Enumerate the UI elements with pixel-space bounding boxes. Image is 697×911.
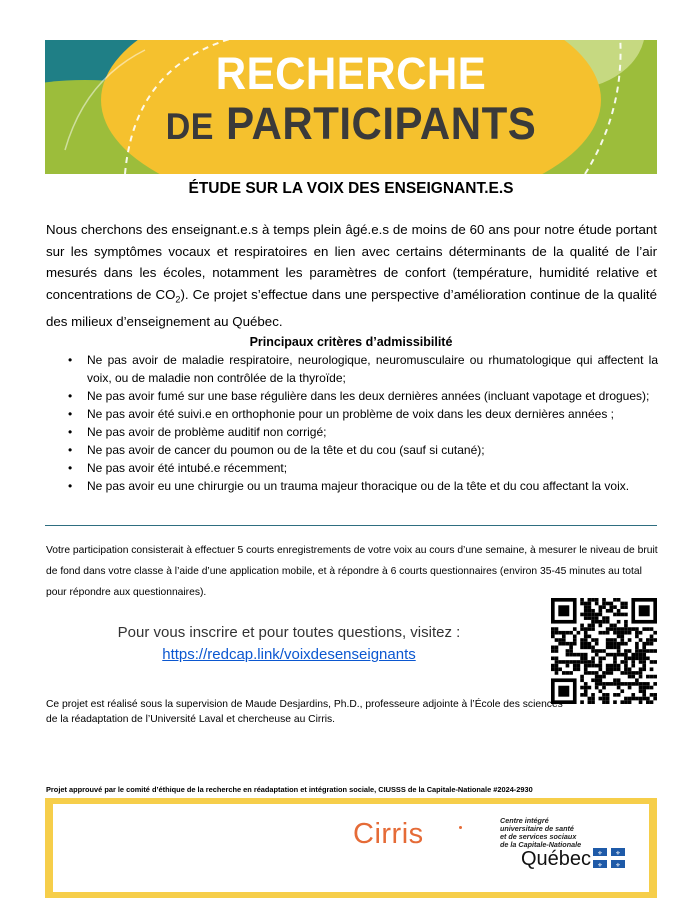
signup-block [46,622,532,666]
supervision-paragraph: Ce projet est réalisé sous la supervision de Maude Desjardins, Ph.D., professeure adjointe à l’École des sciences de la réadaptation de l’Université Laval et chercheuse au Cirris. [46,699,563,725]
svg-text:⚜: ⚜ [615,862,621,868]
ciusss-line: de la Capitale-Nationale [500,840,582,849]
svg-text:⚜: ⚜ [615,850,621,857]
section-divider [45,525,657,526]
participation-paragraph: Votre participation consisterait à effectuer 5 courts enregistrements de votre voix au cours d’une semaine, à mesurer le niveau de bruit de fond dans votre classe à l’aide d’une application mobile, et à répondre à 6 courts questionnaires (environ 35-45 minutes au total pour répondre aux questionnaires). [46,545,658,598]
signup-text: Pour vous inscrire et pour toutes questions, visitez : [117,624,461,641]
ciusss-line: Centre intégré [500,816,549,825]
qr-code-icon[interactable] [551,598,657,704]
criteria-item: • Ne pas avoir de maladie respiratoire, neurologique, neuromusculaire ou rhumatologique qui affectent la voix, ou de maladie non contrôlée de la thyroïde; [68,351,658,387]
banner-title-line1: RECHERCHE [215,48,487,99]
quebec-flag-icon [593,848,625,868]
ethics-approval-note: Projet approuvé par le comité d’éthique de la recherche en réadaptation et intégration sociale, CIUSSS de la Capitale-Nationale #2024-2930 [46,785,533,794]
logo-panel [53,804,649,892]
signup-link[interactable]: https://redcap.link/voixdesenseignants [162,646,416,663]
intro-text-end: ). Ce projet s’effectue dans une perspective d’amélioration continue de la qualité des milieux d’enseignement au Québec. [46,286,657,330]
svg-text:⚜: ⚜ [597,862,603,868]
ciusss-line: et de services sociaux [500,832,577,841]
intro-text-start: Nous cherchons des enseignant.e.s à temps plein âgé.e.s de moins de 60 ans pour notre étude portant sur les symptômes vocaux et respiratoires en lien avec certains déterminants de la qualité de l’air mesurés dans les écoles, notamment les paramètres de confort (température, humidité relative et concentrations de CO [46,222,657,302]
cirris-logo: Cirris [353,818,424,850]
criteria-item: • Ne pas avoir été suivi.e en orthophonie pour un problème de voix dans les deux dernières années ; [68,405,658,423]
banner-title-line2 [45,98,657,150]
ciusss-logo-text [500,817,581,849]
criteria-item: • Ne pas avoir eu une chirurgie ou un trauma majeur thoracique ou de la tête et du cou affectant la voix. [68,477,658,495]
study-subtitle: ÉTUDE SUR LA VOIX DES ENSEIGNANT.E.S [188,180,514,197]
intro-subscript: 2 [175,294,181,305]
logo-footer [45,798,657,898]
criteria-item: • Ne pas avoir de cancer du poumon ou de la tête et du cou (sauf si cutané); [68,441,658,459]
header-banner [45,40,657,174]
criteria-item: • Ne pas avoir de problème auditif non corrigé; [68,423,658,441]
criteria-list [68,351,658,495]
svg-text:⚜: ⚜ [597,850,603,857]
criteria-item: • Ne pas avoir fumé sur une base régulière dans les deux dernières années (incluant vapotage et drogues); [68,387,658,405]
banner-title-main: PARTICIPANTS [226,98,537,149]
criteria-item: • Ne pas avoir été intubé.e récemment; [68,459,658,477]
banner-title-prefix: DE [165,106,214,148]
criteria-title: Principaux critères d’admissibilité [249,335,453,349]
quebec-logo-text: Québec [521,848,592,870]
intro-paragraph [46,219,657,333]
ciusss-line: universitaire de santé [500,824,574,833]
cirris-logo-dot [459,826,462,829]
